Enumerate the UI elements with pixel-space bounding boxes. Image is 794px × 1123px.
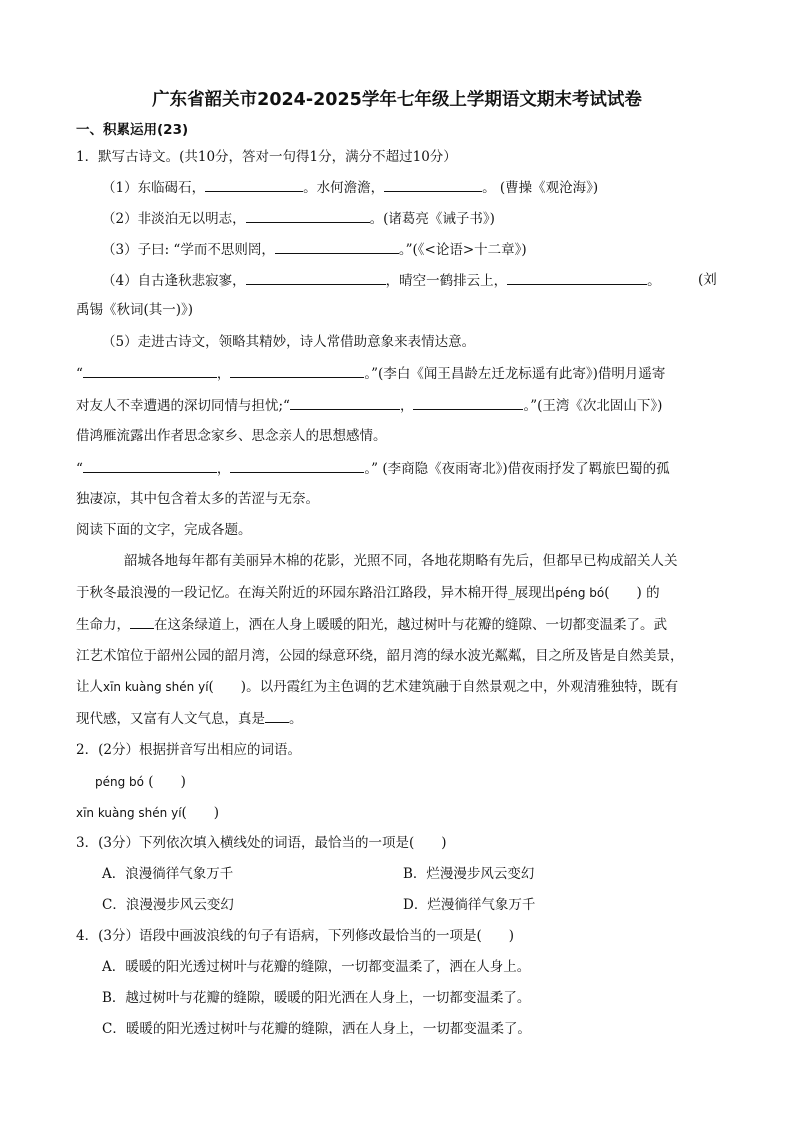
q4-option-c[interactable]: C．暖暖的阳光透过树叶与花瓣的缝隙，洒在人身上，一切都变温柔了。: [102, 1021, 531, 1037]
q1-item-5-line-4: “ ， 。” (李商隐《夜雨寄北》)借夜雨抒发了羁旅巴蜀的孤: [76, 458, 734, 479]
q1-item-2: （2）非淡泊无以明志， 。(诸葛亮《诫子书》): [102, 208, 734, 229]
passage-line-5: 让人xīn kuàng shén yí( )。以丹霞红为主色调的艺术建筑融于自然景观之中，外观清雅独特，既有: [76, 679, 679, 695]
question-3-stem: 3．(3分）下列依次填入横线处的词语，最恰当的一项是( ): [76, 835, 447, 851]
passage-line-3: 生命力， 在这条绿道上，洒在人身上暖暖的阳光，越过树叶与花瓣的缝隙、一切都变温柔了。武: [76, 614, 734, 635]
passage-line-2: 于秋冬最浪漫的一段记忆。在海关附近的环园东路沿江路段，异木棉开得_展现出péng bó( ) 的: [76, 585, 660, 601]
answer-blank[interactable]: [246, 270, 386, 285]
answer-blank[interactable]: [507, 270, 647, 285]
passage-line-6: 现代感，又富有人文气息，真是 。: [76, 708, 734, 729]
answer-blank[interactable]: [275, 239, 399, 254]
q3-option-b[interactable]: B．烂漫漫步风云变幻: [403, 866, 535, 882]
q3-option-d[interactable]: D．烂漫徜徉气象万千: [403, 897, 536, 913]
answer-blank[interactable]: [205, 177, 303, 192]
passage-line-1: 韶城各地每年都有美丽异木棉的花影，光照不同，各地花期略有先后，但都早已构成韶关人关: [124, 553, 678, 569]
q1-item-4-author-start: (刘: [698, 272, 717, 288]
passage-line-4: 江艺术馆位于韶州公园的韶月湾，公园的绿意环绕，韶月湾的绿水波光粼粼，目之所及皆是自然美景，: [76, 648, 684, 664]
q1-item-5-line-5: 独凄凉，其中包含着太多的苦涩与无奈。: [76, 491, 319, 507]
answer-blank[interactable]: [83, 458, 217, 473]
q4-option-a[interactable]: A．暖暖的阳光透过树叶与花瓣的缝隙，一切都变温柔了，洒在人身上。: [102, 959, 531, 975]
q1-item-1: （1）东临碣石， 。水何澹澹， 。 (曹操《观沧海》): [102, 177, 734, 198]
answer-blank[interactable]: [230, 363, 364, 378]
answer-blank[interactable]: [130, 614, 154, 629]
q1-item-3: （3）子曰: “学而不思则罔， 。”(《<论语>十二章》): [102, 239, 734, 260]
q2-item-2: xīn kuàng shén yí( ): [76, 805, 220, 821]
answer-blank[interactable]: [290, 395, 400, 410]
q2-item-1: péng bó ( ): [95, 774, 186, 790]
section-heading: 一、积累运用(23): [76, 122, 189, 138]
answer-blank[interactable]: [246, 208, 370, 223]
q1-item-5-line-1: “ ， 。”(李白《闻王昌龄左迁龙标遥有此寄》)借明月遥寄: [76, 363, 734, 384]
q1-item-5-line-2: 对友人不幸遭遇的深切同情与担忧;“ ， 。”(王湾《次北固山下》): [76, 395, 734, 416]
answer-blank[interactable]: [83, 363, 217, 378]
q3-option-c[interactable]: C．浪漫漫步风云变幻: [102, 897, 234, 913]
q1-item-4: （4）自古逢秋悲寂寥， ，晴空一鹤排云上， 。: [102, 270, 734, 291]
answer-blank[interactable]: [384, 177, 482, 192]
q1-item-5-line-3: 借鸿雁流露出作者思念家乡、思念亲人的思想感情。: [76, 428, 387, 444]
reading-intro: 阅读下面的文字，完成各题。: [76, 522, 252, 538]
answer-blank[interactable]: [413, 395, 523, 410]
q1-item-4-author: 禹锡《秋词(其一)》): [76, 302, 194, 318]
q4-option-b[interactable]: B．越过树叶与花瓣的缝隙，暖暖的阳光洒在人身上，一切都变温柔了。: [102, 990, 531, 1006]
question-2-stem: 2．(2分）根据拼音写出相应的词语。: [76, 742, 301, 758]
question-4-stem: 4．(3分）语段中画波浪线的句子有语病，下列修改最恰当的一项是( ): [76, 928, 514, 944]
answer-blank[interactable]: [230, 458, 364, 473]
answer-blank[interactable]: [265, 708, 289, 723]
q3-option-a[interactable]: A．浪漫徜徉气象万千: [102, 866, 234, 882]
page-title: 广东省韶关市2024-2025学年七年级上学期语文期末考试试卷: [152, 90, 642, 110]
question-1-stem: 1．默写古诗文。(共10分，答对一句得1分，满分不超过10分）: [76, 149, 457, 165]
q1-item-5: （5）走进古诗文，领略其精妙，诗人常借助意象来表情达意。: [102, 334, 476, 350]
